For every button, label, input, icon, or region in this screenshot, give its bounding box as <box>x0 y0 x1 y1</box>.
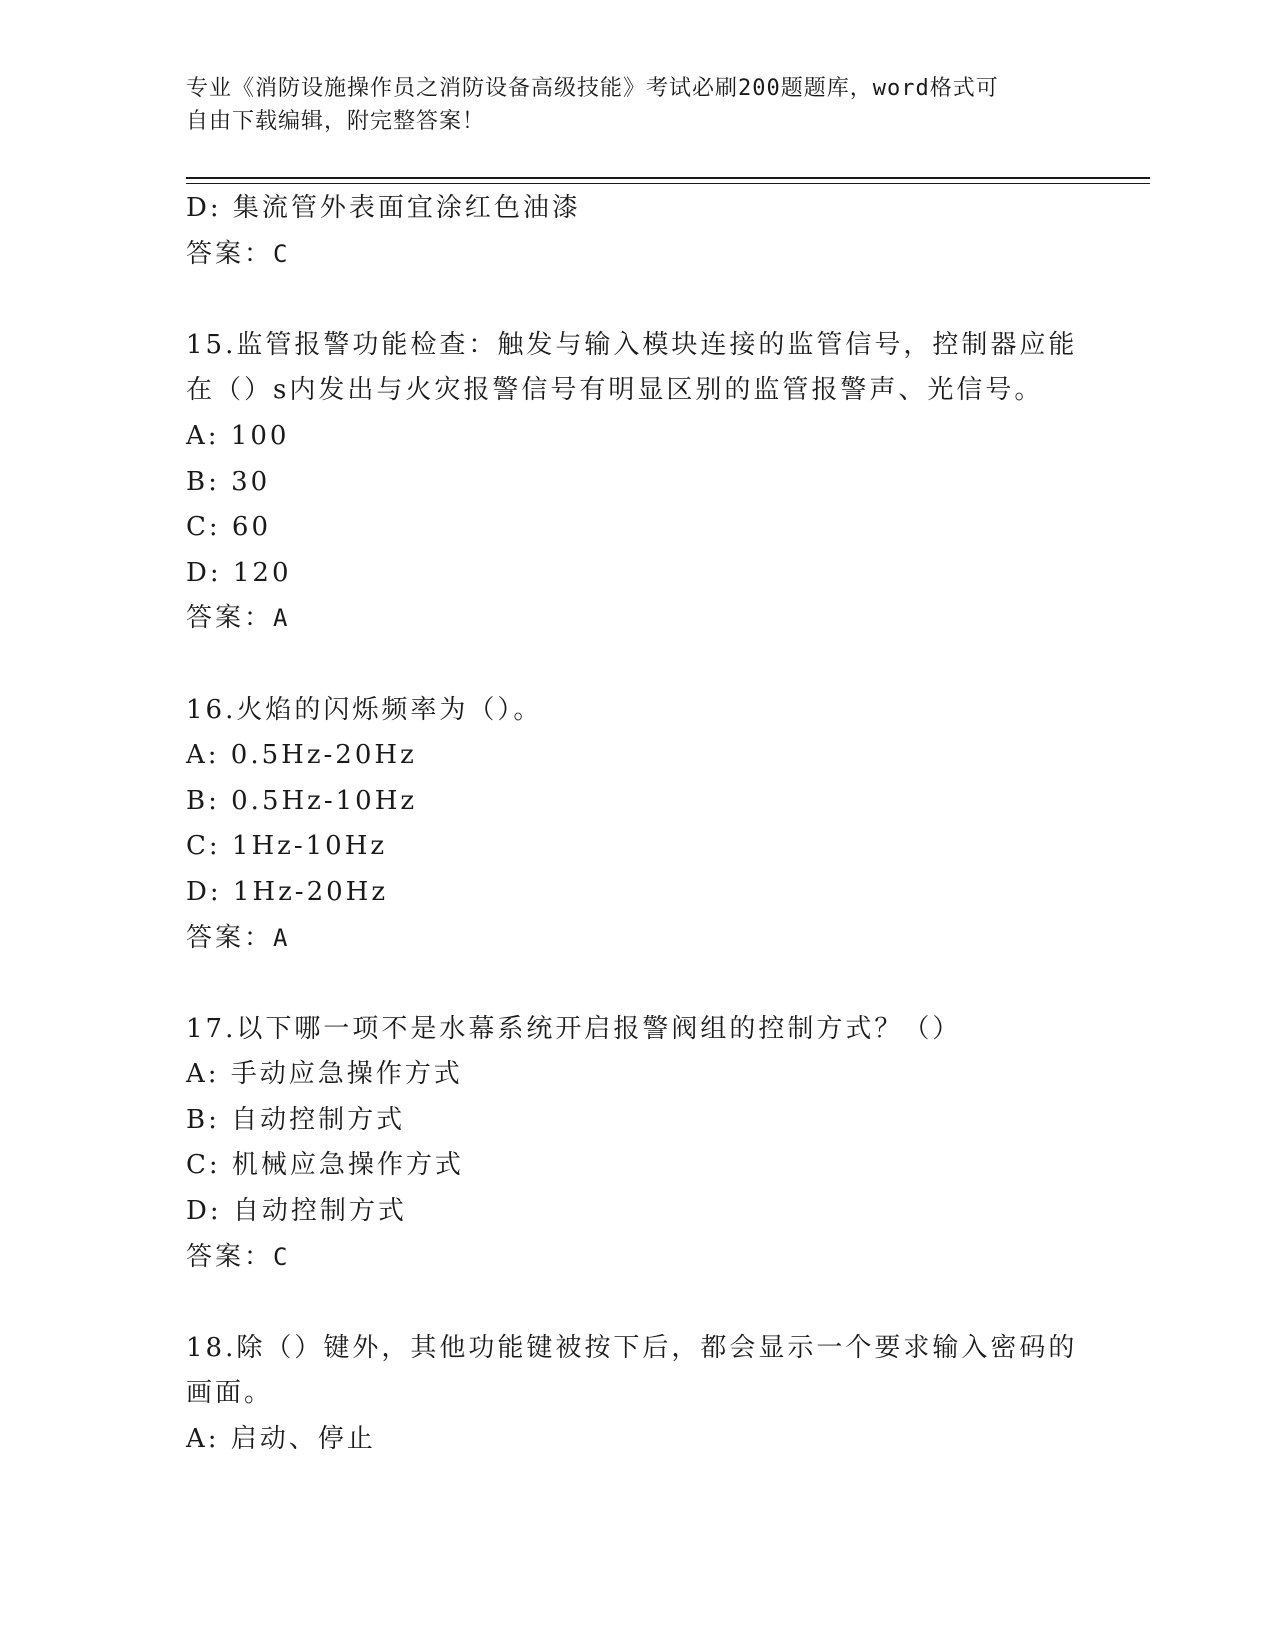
option-b: B: 自动控制方式 <box>186 1104 406 1135</box>
spacer <box>186 642 1086 688</box>
question-18-line-2: 画面。 <box>186 1378 274 1409</box>
header-line-2: 自由下载编辑，附完整答案！ <box>186 109 486 134</box>
document-header <box>186 72 1066 138</box>
option-a: A: 100 <box>186 420 290 451</box>
spacer <box>186 961 1086 1007</box>
answer-label: 答案： <box>186 922 274 953</box>
option-c: C: 60 <box>186 512 272 543</box>
question-17-line-1: 17.以下哪一项不是水幕系统开启报警阀组的控制方式？（） <box>186 1013 962 1044</box>
option-d: D: 1Hz-20Hz <box>186 876 389 907</box>
option-b: B: 0.5Hz-10Hz <box>186 785 418 816</box>
option-d: D: 集流管外表面宜涂红色油漆 <box>186 193 581 223</box>
option-a: A: 手动应急操作方式 <box>186 1059 463 1090</box>
header-line-1: 专业《消防设施操作员之消防设备高级技能》考试必刷200题题库，word格式可 <box>186 76 999 101</box>
question-15-line-1: 15.监管报警功能检查：触发与输入模块连接的监管信号，控制器应能 <box>186 329 1078 360</box>
question-18-line-1: 18.除（）键外，其他功能键被按下后，都会显示一个要求输入密码的 <box>186 1332 1078 1363</box>
answer-value: C <box>273 239 289 268</box>
option-a: A: 启动、停止 <box>186 1424 376 1455</box>
spacer <box>186 277 1086 323</box>
option-c: C: 1Hz-10Hz <box>186 831 388 862</box>
question-content <box>186 186 1086 1463</box>
question-16-line-1: 16.火焰的闪烁频率为（）。 <box>186 694 543 725</box>
option-d: D: 自动控制方式 <box>186 1196 407 1227</box>
option-d: D: 120 <box>186 557 292 588</box>
question-15-line-2: 在（）s内发出与火灾报警信号有明显区别的监管报警声、光信号。 <box>186 375 1044 406</box>
answer-line <box>186 232 1086 278</box>
answer-line <box>186 596 1086 642</box>
header-rule-thick <box>186 177 1150 179</box>
option-a: A: 0.5Hz-20Hz <box>186 740 417 771</box>
header-rule-thin <box>186 183 1150 184</box>
answer-value: A <box>273 604 289 633</box>
answer-line <box>186 916 1086 962</box>
answer-value: A <box>273 923 289 952</box>
answer-label: 答案： <box>186 603 274 634</box>
answer-label: 答案： <box>186 1241 274 1272</box>
answer-line <box>186 1235 1086 1281</box>
option-b: B: 30 <box>186 466 271 497</box>
answer-value: C <box>273 1242 289 1271</box>
spacer <box>186 1280 1086 1326</box>
answer-label: 答案： <box>186 238 274 269</box>
option-c: C: 机械应急操作方式 <box>186 1150 464 1181</box>
